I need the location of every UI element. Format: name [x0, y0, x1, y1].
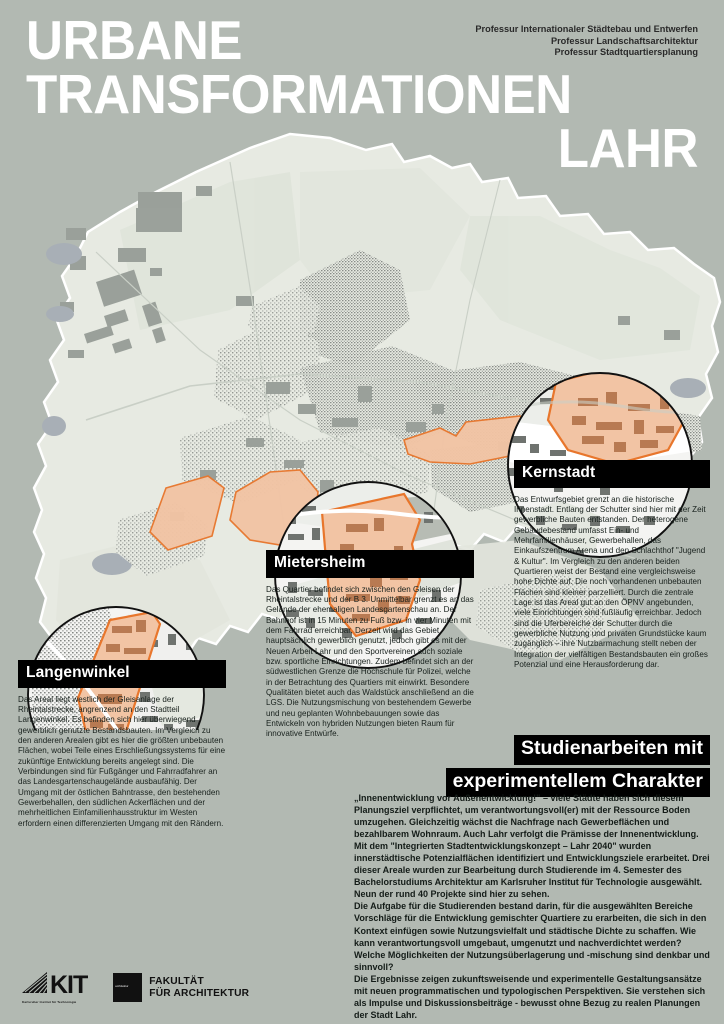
professorship-1: Professur Internationaler Städtebau und Entwerfen: [475, 24, 698, 34]
faculty-line-2: FÜR ARCHITEKTUR: [149, 987, 250, 999]
faculty-line-1: FAKULTÄT: [149, 976, 204, 988]
faculty-wordmark: [149, 976, 249, 999]
studienarbeiten-heading: [230, 735, 710, 800]
intro-paragraph-3: Die Ergebnisse zeigen zukunftsweisende und experimentelle Gestaltungsansätze mit neuen programmatischen und typologischen Perspektiven. Sie verstehen sich als Impulse und Diskussionsbeiträge - bewusst ohne Bezug zu realen Planungen der Stadt Lahr.: [354, 973, 706, 1020]
kit-logo: [22, 972, 87, 1005]
heading-mietersheim: Mietersheim: [266, 550, 474, 578]
faculty-mark-label: architektur: [115, 985, 129, 989]
faculty-logo: [113, 973, 249, 1002]
faculty-mark-icon: [113, 973, 142, 1002]
heading-kernstadt: Kernstadt: [514, 460, 710, 488]
footer-logos: [22, 972, 249, 1005]
heading-langenwinkel: Langenwinkel: [18, 660, 226, 688]
info-block-kernstadt: [514, 460, 710, 670]
studien-line-1: Studienarbeiten mit: [514, 735, 710, 765]
body-langenwinkel: Das Areal liegt westlich der Gleisanlage der Rheintalstrecke, angrenzend an den Stadtteil Langenwinkel. Es befinden sich hier überwiegend gewerblich genutzte Bestandsbauten. Im Vergleich zu den anderen Arealen gibt es hier die größten unbebauten Flächen, wobei Teile eines Erschließungssystems für eine zukünftige Entwicklung bereits angelegt sind. Die Verbindungen sind für Fußgänger und Fahrradfahrer an das Landesgartenschaugelände ausbaufähig. Der Umgang mit der östlichen Bahntrasse, den bestehenden Gewerbehallen, den südlichen Ackerflächen und der mehrheitlichen Einfamilienhausstruktur im Westen erfordern einen differenzierten Umgang mit den Rändern.: [18, 694, 226, 828]
title-line-3: LAHR: [557, 116, 698, 179]
professorship-list: [475, 24, 698, 59]
body-kernstadt: Das Entwurfsgebiet grenzt an die historische Innenstadt. Entlang der Schutter sind hier mit der Zeit gewerbliche Bauten entstanden. Der heterogene Gebäudebestand umfasst Ein- und Mehrfamilienhäuser, Gewerbehallen, das Einkaufszentrum Arena und den Schlachthof "Jugend & Kultur". Im Vergleich zu den anderen beiden Quartieren weist der Bestand eine vergleichsweise hohe Dichte auf. Die noch vorhandenen unbebauten Flächen sind kleiner parzelliert. Durch die zentrale Lage ist das Areal gut an den ÖPNV angebunden, viele Einrichtungen sind fußläufig erreichbar. Jedoch sind die Uferbereiche der Schutter durch die gewerbliche Nutzung und privaten Grundstücke kaum zugänglich – ihre Nutzbarmachung stellt neben der Integration der vielfältigen Bestandsbauten ein großes Potenzial und eine Herausforderung dar.: [514, 494, 708, 669]
info-block-langenwinkel: [18, 660, 226, 829]
kit-wordmark: KIT: [50, 970, 88, 999]
title-line-2: TRANSFORMATIONEN: [26, 62, 572, 125]
title-line-1: URBANE: [26, 9, 243, 71]
body-mietersheim: Das Quartier befindet sich zwischen den Gleisen der Rheintalstrecke und der B 3. Unmittelbar grenzt es an das Gelände der ehemaligen Landesgartenschau an. Der Bahnhof ist in 15 Minuten zu Fuß bzw. in vier Minuten mit dem Fahrrad erreichbar. Derzeit wird das Gebiet hauptsächlich gewerblich genutzt, jedoch gibt es mit der Neuen Arbeit Lahr und den Sportvereinen auch soziale bzw. sportliche Einrichtungen. Zudem befindet sich an der südwestlichen Grenze die Hochschule für Polizei, welche in der Betrachtung des Quartiers mit einwirkt. Besondere Qualitäten bietet auch das Waldstück anschließend an die LGS. Die Nutzungsmischung von bestehendem Gewerbe und neu geplanten Wohnbebauungen sowie das Entwickeln von hybriden Nutzungen bieten Raum für innovative Entwürfe.: [266, 584, 474, 739]
info-block-mietersheim: [266, 550, 474, 740]
professorship-3: Professur Stadtquartiersplanung: [554, 47, 698, 58]
kit-fan-icon: [22, 972, 48, 999]
intro-paragraph-1: „Innenentwicklung vor Außenentwicklung!" – viele Städte haben sich diesem Planungsziel verpflichtet, um verantwortungsvoll(er) mit der Ressource Boden umzugehen. Gleichzeitig wächst die Nachfrage nach Gewerbeflächen und bezahlbarem Wohnraum. Auch Lahr verfolgt die Prämisse der Innenentwicklung. Mit dem "Integrierten Stadtentwicklungskonzept – Lahr 2040" wurden innerstädtische Potenzialflächen identifiziert und Entwicklungsziele erarbeitet. Drei dieser Areale wurden zur Bearbeitung durch Studierende im 4. Semester des Bachelorstudiums Architektur am Karlsruher Institut für Technologie ausgewählt. Neun der rund 40 Projekte sind hier zu sehen.: [354, 793, 710, 900]
kit-subtitle: Karlsruher Institut für Technologie: [22, 1000, 77, 1004]
intro-text: [354, 792, 710, 1021]
studien-line-2: experimentellem Charakter: [446, 768, 710, 798]
professorship-2: Professur Landschaftsarchitektur: [550, 35, 698, 46]
intro-paragraph-2: Die Aufgabe für die Studierenden bestand darin, für die ausgewählten Bereiche Vorschläge für die Entwicklung gemischter Quartiere zu erarbeiten, die sich in den Kontext einfügen sowie Nutzungsvielfalt und städtische Dichte zu schaffen. Wie kann verantwortungsvoll umgebaut, umgenutzt und nachverdichtet werden? Welche Möglichkeiten der Nutzungsüberlagerung und -mischung sind denkbar und sinnvoll?: [354, 901, 710, 972]
